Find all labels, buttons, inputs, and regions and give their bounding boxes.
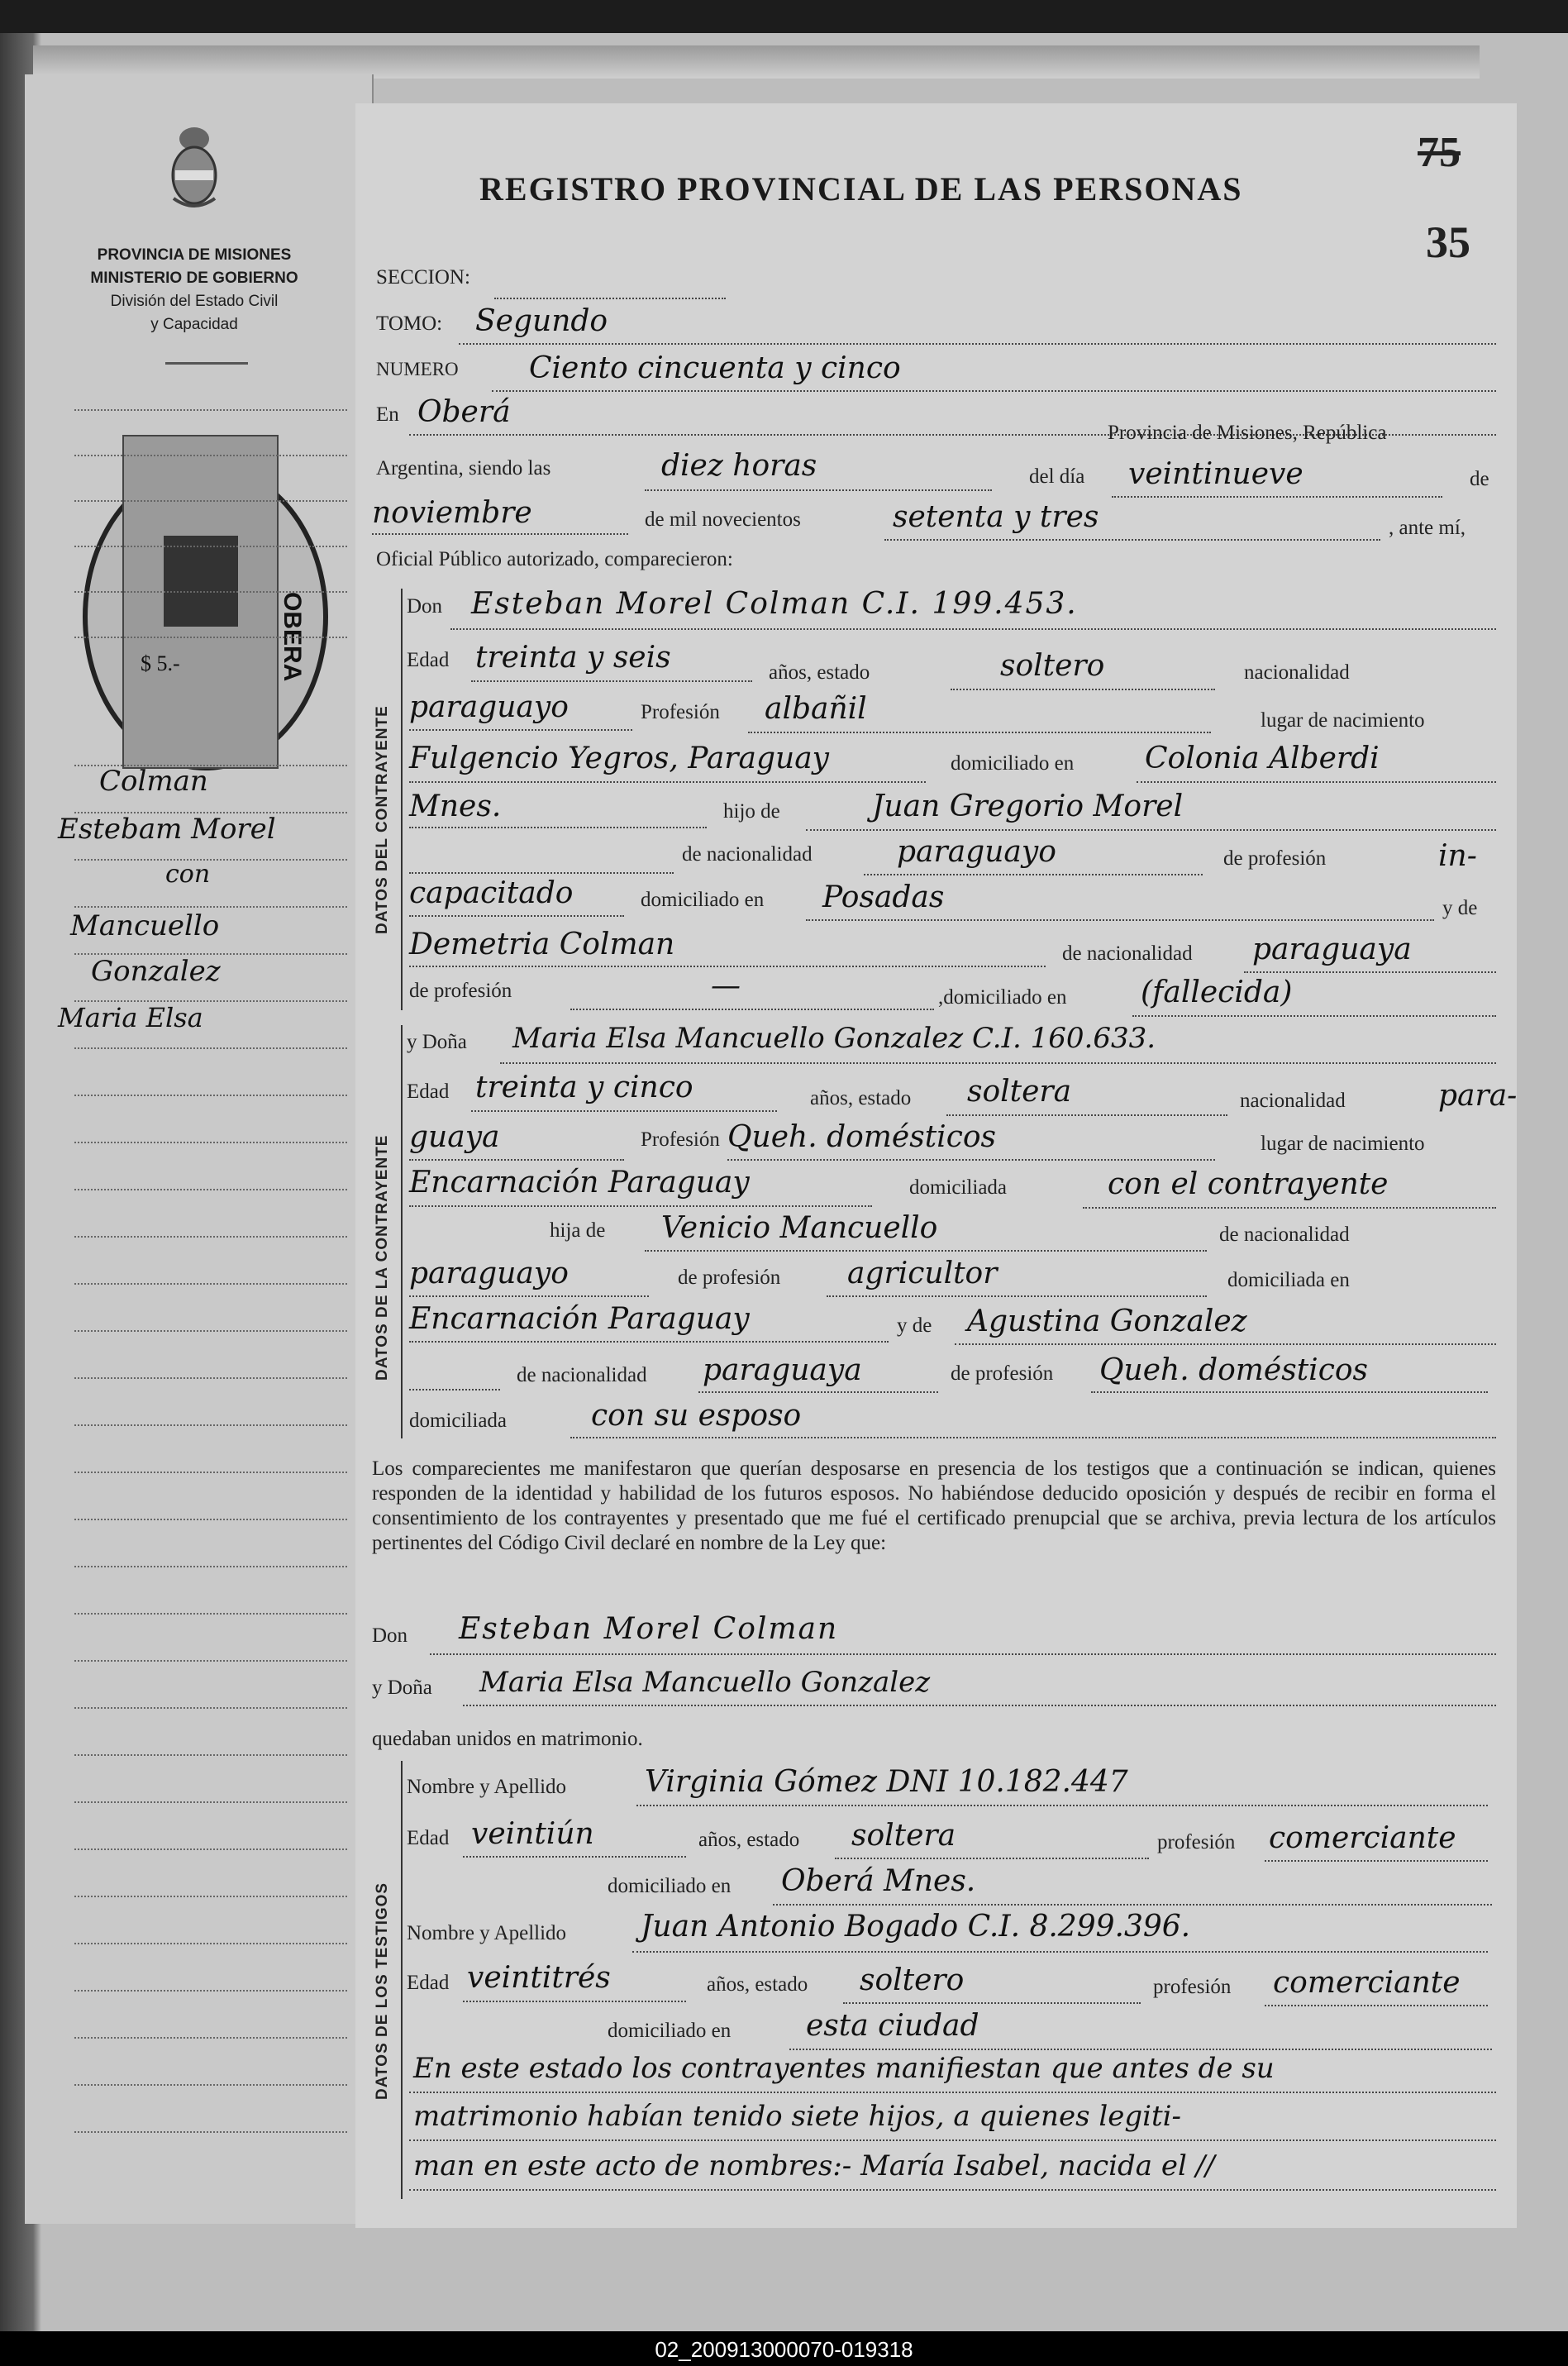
m-madre-line — [955, 1343, 1496, 1345]
t2-dom-value: esta ciudad — [806, 2009, 979, 2043]
t2-nombre-label: Nombre y Apellido — [407, 1922, 567, 1944]
m-domicilio-line — [1083, 1207, 1496, 1209]
c-padre-dom-value: Posadas — [822, 880, 945, 914]
c-padre-prof-label: de profesión — [1223, 847, 1327, 870]
t2-profesion-label: profesión — [1153, 1976, 1232, 1998]
t2-dom-line — [789, 2049, 1492, 2050]
t2-profesion-line — [1265, 2005, 1488, 2006]
margin-rule — [74, 1472, 347, 1473]
m-edad-label: Edad — [407, 1080, 450, 1103]
m-estado-label: años, estado — [810, 1087, 912, 1109]
c-padre-nac-line — [864, 874, 1203, 875]
c-estado-label: años, estado — [769, 661, 870, 684]
m-padre-dom-value: Encarnación Paraguay — [409, 1302, 750, 1336]
c-edad-label: Edad — [407, 649, 450, 671]
m-padre-dom-line — [409, 1341, 889, 1343]
left-margin-column — [25, 74, 374, 2224]
c-madre-dom-value: (fallecida) — [1141, 975, 1293, 1009]
c-profesion-label: Profesión — [641, 701, 720, 723]
margin-note-line-4: Mancuello — [70, 909, 220, 942]
m-madre-nac-line — [698, 1391, 938, 1393]
m-hija-label: hija de — [550, 1219, 606, 1242]
m-madre-prof-label: de profesión — [951, 1362, 1054, 1385]
t1-edad-value: veintiún — [471, 1817, 594, 1851]
margin-rule — [74, 859, 347, 861]
m-nacionalidad-line — [409, 1159, 624, 1161]
margin-rule — [74, 1990, 347, 1992]
de-label: de — [1470, 468, 1489, 490]
c-madre-nac-line — [1244, 971, 1496, 973]
margin-rule — [74, 1754, 347, 1756]
margin-rule — [74, 637, 347, 638]
m-profesion-value: Queh. domésticos — [727, 1120, 997, 1154]
t1-dom-line — [773, 1904, 1492, 1906]
c-nacionalidad-value: paraguayo — [409, 690, 569, 724]
decl-don-label: Don — [372, 1624, 408, 1647]
c-domicilio2-value: Mnes. — [409, 789, 502, 823]
margin-rule — [74, 2084, 347, 2086]
m-padre-dom-label: domiciliada en — [1227, 1269, 1350, 1291]
margin-rule — [74, 500, 347, 502]
decl-dona-value: Maria Elsa Mancuello Gonzalez — [479, 1666, 931, 1699]
m-padre-prof-value: agricultor — [847, 1257, 998, 1290]
t2-edad-label: Edad — [407, 1972, 450, 1994]
t2-nombre-value: Juan Antonio Bogado C.I. 8.299.396. — [641, 1910, 1191, 1944]
contrayenta-nombre-line — [500, 1062, 1496, 1064]
c-edad-value: treinta y seis — [475, 641, 671, 675]
c-domicilio-line — [1137, 781, 1496, 783]
t1-estado-value: soltera — [851, 1819, 956, 1853]
org-line-2: MINISTERIO DE GOBIERNO — [90, 270, 298, 287]
c-padre-nac-value: paraguayo — [897, 835, 1056, 869]
t1-nombre-value: Virginia Gómez DNI 10.182.447 — [645, 1765, 1128, 1799]
contrayente-side-label: DATOS DEL CONTRAYENTE — [374, 705, 391, 934]
margin-rule — [74, 455, 347, 456]
c-madre-prof-line — [570, 1009, 934, 1010]
margin-note-line-5: Gonzalez — [91, 955, 221, 988]
margin-rule — [74, 1943, 347, 1944]
m-blank-line — [409, 1389, 500, 1391]
c-padre-dom-line — [806, 919, 1434, 921]
c-lugar-nac-label: lugar de nacimiento — [1261, 709, 1425, 732]
note-line-1-rule — [409, 2092, 1496, 2093]
c-padre-prof-a: in- — [1438, 839, 1477, 873]
t1-nombre-label: Nombre y Apellido — [407, 1776, 567, 1798]
m-madre-value: Agustina Gonzalez — [967, 1305, 1247, 1338]
m-nacionalidad-label: nacionalidad — [1240, 1090, 1346, 1112]
c-domicilio-value: Colonia Alberdi — [1145, 742, 1380, 775]
ante-mi-label: , ante mí, — [1389, 517, 1466, 539]
c-profesion-line — [748, 732, 1211, 733]
numero-line — [492, 390, 1496, 392]
c-nacionalidad-line — [409, 729, 632, 731]
c-padre-value: Juan Gregorio Morel — [872, 789, 1184, 823]
note-line-3: man en este acto de nombres:- María Isabel, nacida el // — [413, 2149, 1215, 2182]
m-profesion-line — [727, 1159, 1215, 1161]
c-padre-line — [806, 829, 1496, 831]
c-y-de-label: y de — [1442, 897, 1478, 919]
c-madre-value: Demetria Colman — [409, 928, 675, 961]
margin-rule — [74, 591, 347, 593]
m-madre-nac-label: de nacionalidad — [517, 1364, 647, 1386]
t1-profesion-label: profesión — [1157, 1831, 1236, 1853]
c-padre-prof-line — [409, 915, 624, 917]
contrayenta-nombre: Maria Elsa Mancuello Gonzalez C.I. 160.633. — [512, 1022, 1156, 1055]
fiscal-stamp — [83, 463, 328, 770]
m-domiciliada-label: domiciliada — [909, 1176, 1008, 1199]
oficial-text: Oficial Público autorizado, comparecieron: — [376, 548, 733, 570]
m-madre-prof-line — [1091, 1391, 1488, 1393]
t2-estado-label: años, estado — [707, 1973, 808, 1996]
m-lugar-nac-value: Encarnación Paraguay — [409, 1166, 750, 1200]
declaration-text: Los comparecientes me manifestaron que querían desposarse en presencia de los testigos que a continuación se indican, quienes responden de la identidad y habilidad de los futuros esposos. No habiéndose deducido oposición y después de recibir en forma el consentimiento de los contrayentes y presentado que me fué el certificado prenupcial que se archiva, previa lectura de los artículos pertinentes del Código Civil declaré en nombre de la Ley que: — [372, 1457, 1496, 1554]
t2-estado-line — [843, 2002, 1141, 2004]
margin-rule — [74, 1095, 347, 1096]
margin-rule — [74, 1707, 347, 1709]
margin-rule — [74, 1236, 347, 1238]
c-profesion-value: albañil — [765, 692, 867, 726]
org-line-1: PROVINCIA DE MISIONES — [97, 246, 292, 264]
m-padre-prof-label: de profesión — [678, 1266, 781, 1289]
seccion-line — [494, 298, 726, 299]
margin-rule — [74, 1377, 347, 1379]
c-domicilio2-line — [409, 827, 707, 828]
m-padre-nac-line — [409, 1295, 649, 1297]
decl-dona-label: y Doña — [372, 1677, 432, 1699]
c-madre-nac-label: de nacionalidad — [1062, 942, 1193, 965]
de-mil-label: de mil novecientos — [645, 508, 801, 531]
c-lugar-nac-line — [409, 781, 926, 783]
seccion-label: SECCION: — [376, 266, 470, 289]
mes-value: noviembre — [372, 496, 532, 530]
testigos-bracket — [401, 1761, 403, 2199]
image-caption: 02_200913000070-019318 — [0, 2333, 1568, 2366]
c-padre-prof-b: capacitado — [409, 876, 574, 910]
page-number-struck: 75 — [1418, 129, 1461, 176]
m-padre-nac-value: paraguayo — [409, 1257, 569, 1290]
margin-note-line-2: Estebam Morel — [58, 813, 276, 846]
c-hijo-label: hijo de — [723, 800, 780, 823]
decl-dona-line — [463, 1705, 1496, 1706]
margin-rule — [74, 1660, 347, 1662]
contrayenta-side-label: DATOS DE LA CONTRAYENTE — [374, 1134, 391, 1381]
coat-of-arms-icon — [165, 116, 223, 215]
margin-rule — [74, 1896, 347, 1897]
en-label: En — [376, 403, 399, 426]
margin-rule — [74, 1613, 347, 1615]
t2-estado-value: soltero — [860, 1963, 965, 1997]
contrayente-nombre: Esteban Morel Colman C.I. 199.453. — [471, 587, 1078, 621]
dona-label: y Doña — [407, 1031, 467, 1053]
horas-line — [645, 489, 992, 491]
note-line-3-rule — [409, 2189, 1496, 2191]
horas-value: diez horas — [661, 449, 817, 483]
c-madre-prof-label: de profesión — [409, 980, 512, 1002]
stamp-portrait — [164, 536, 238, 627]
margin-rule — [74, 1566, 347, 1567]
c-madre-prof-value: — — [711, 969, 741, 1003]
org-line-4: y Capacidad — [150, 316, 238, 333]
t2-edad-value: veintitrés — [467, 1961, 611, 1995]
revenue-stamp — [122, 435, 279, 769]
m-domicilio-value: con el contrayente — [1108, 1167, 1389, 1201]
c-estado-line — [951, 689, 1215, 690]
t1-nombre-line — [636, 1805, 1488, 1806]
m-padre-prof-line — [827, 1295, 1207, 1297]
margin-rule — [74, 1142, 347, 1143]
c-madre-nac-value: paraguaya — [1252, 933, 1412, 966]
top-page-strip — [33, 45, 1480, 79]
numero-label: NUMERO — [376, 359, 459, 379]
page-title: REGISTRO PROVINCIAL DE LAS PERSONAS — [479, 170, 1243, 208]
contrayente-bracket — [401, 589, 403, 1010]
m-madre-prof-value: Queh. domésticos — [1099, 1353, 1369, 1387]
m-estado-line — [946, 1114, 1227, 1116]
margin-note-line-6: Maria Elsa — [58, 1002, 203, 1033]
m-nacionalidad-b: guaya — [409, 1120, 500, 1154]
c-nacionalidad-label: nacionalidad — [1244, 661, 1350, 684]
margin-note-line-3: con — [165, 860, 211, 889]
c-lugar-nac-value: Fulgencio Yegros, Paraguay — [409, 742, 830, 775]
org-line-3: División del Estado Civil — [110, 293, 279, 310]
org-underline — [165, 362, 248, 365]
m-madre-dom-label: domiciliada — [409, 1410, 508, 1432]
note-line-2: matrimonio habían tenido siete hijos, a quienes legiti- — [413, 2100, 1181, 2133]
tomo-label: TOMO: — [376, 312, 443, 335]
provincia-text: Provincia de Misiones, República — [1108, 422, 1387, 444]
en-value: Oberá — [417, 395, 511, 429]
del-dia-label: del día — [1029, 465, 1085, 488]
m-nacionalidad-a: para- — [1438, 1079, 1518, 1113]
stamp-value: $ 5.- — [141, 651, 180, 675]
m-lugar-nac-label: lugar de nacimiento — [1261, 1133, 1425, 1155]
t1-estado-line — [835, 1858, 1149, 1859]
contrayenta-bracket — [401, 1025, 403, 1438]
c-madre-dom-label: ,domiciliado en — [938, 986, 1067, 1009]
testigos-side-label: DATOS DE LOS TESTIGOS — [374, 1882, 391, 2100]
t2-edad-line — [463, 2001, 686, 2002]
c-domiciliado-label: domiciliado en — [951, 752, 1075, 775]
margin-rule — [74, 1848, 347, 1850]
tomo-line — [459, 343, 1496, 345]
margin-rule — [74, 1189, 347, 1190]
stamp-town: OBERA — [279, 592, 306, 682]
argentina-text: Argentina, siendo las — [376, 457, 551, 479]
contrayente-nombre-line — [450, 628, 1496, 630]
m-edad-line — [471, 1110, 777, 1112]
mes-line — [372, 533, 628, 535]
t1-edad-line — [463, 1856, 686, 1858]
m-profesion-label: Profesión — [641, 1128, 720, 1151]
t1-dom-label: domiciliado en — [608, 1875, 732, 1897]
t1-estado-label: años, estado — [698, 1829, 800, 1851]
margin-rule — [74, 2131, 347, 2133]
note-line-1: En este estado los contrayentes manifiestan que antes de su — [413, 2052, 1275, 2085]
margin-rule — [74, 2037, 347, 2039]
margin-rule — [74, 1424, 347, 1426]
m-padre-nac-label: de nacionalidad — [1219, 1224, 1350, 1246]
margin-note-line-1: Colman — [99, 765, 208, 798]
m-padre-line — [645, 1250, 1207, 1252]
m-y-de-label: y de — [897, 1314, 932, 1337]
margin-rule — [74, 1330, 347, 1332]
t1-dom-value: Oberá Mnes. — [781, 1864, 976, 1898]
c-madre-dom-line — [1132, 1015, 1496, 1017]
m-estado-value: soltera — [967, 1075, 1072, 1109]
m-edad-value: treinta y cinco — [475, 1071, 693, 1104]
c-blank-line — [409, 872, 674, 874]
t1-edad-label: Edad — [407, 1827, 450, 1849]
margin-rule — [74, 546, 347, 547]
dia-value: veintinueve — [1128, 457, 1303, 491]
c-edad-line — [471, 680, 752, 682]
decl-don-value: Esteban Morel Colman — [459, 1612, 839, 1646]
margin-rule — [74, 1283, 347, 1285]
decl-closing: quedaban unidos en matrimonio. — [372, 1728, 643, 1750]
numero-value: Ciento cincuenta y cinco — [529, 351, 901, 385]
org-header — [74, 244, 314, 336]
m-padre-value: Venicio Mancuello — [661, 1211, 938, 1245]
anio-value: setenta y tres — [893, 500, 1099, 534]
m-madre-nac-value: paraguaya — [703, 1353, 862, 1387]
tomo-value: Segundo — [475, 304, 608, 338]
margin-rule — [74, 1801, 347, 1803]
m-madre-dom-line — [570, 1437, 1496, 1438]
t2-dom-label: domiciliado en — [608, 2020, 732, 2042]
c-madre-line — [409, 966, 1046, 967]
margin-rule — [74, 409, 347, 411]
m-madre-dom-value: con su esposo — [591, 1399, 802, 1433]
decl-don-line — [430, 1653, 1496, 1655]
page-number: 35 — [1426, 217, 1470, 267]
margin-rule — [74, 1519, 347, 1520]
margin-rule — [74, 906, 347, 908]
don-label: Don — [407, 595, 443, 618]
dia-line — [1112, 496, 1442, 498]
c-padre-nac-label: de nacionalidad — [682, 843, 813, 866]
c-padre-dom-label: domiciliado en — [641, 889, 765, 911]
t1-profesion-value: comerciante — [1269, 1821, 1456, 1855]
c-estado-value: soltero — [1000, 649, 1105, 683]
margin-rule — [74, 1047, 347, 1049]
t2-profesion-value: comerciante — [1273, 1966, 1461, 2000]
anio-line — [884, 539, 1380, 541]
note-line-2-rule — [409, 2139, 1496, 2141]
t2-nombre-line — [632, 1951, 1488, 1953]
m-lugar-nac-line — [409, 1205, 872, 1207]
t1-profesion-line — [1265, 1860, 1488, 1862]
